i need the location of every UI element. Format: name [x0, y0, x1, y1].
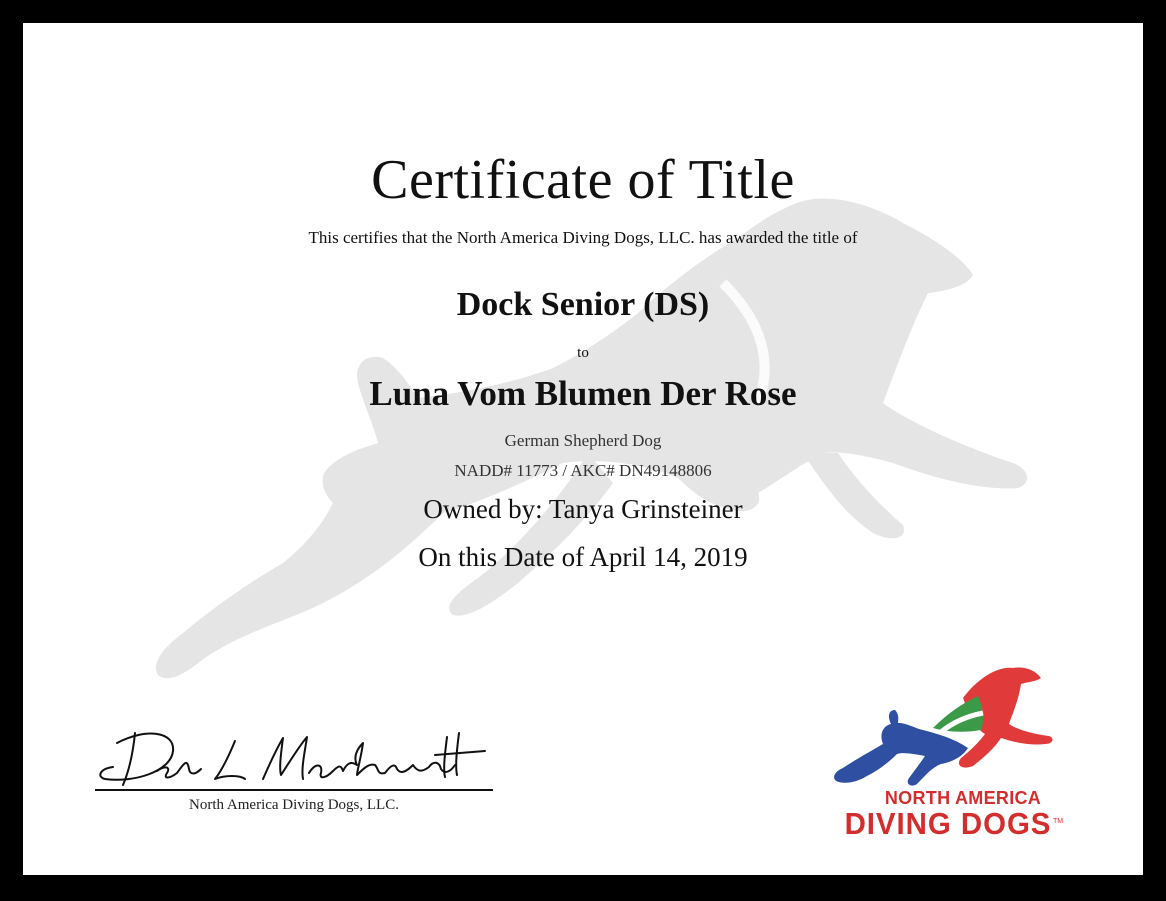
signature-image — [95, 713, 495, 793]
registration-numbers: NADD# 11773 / AKC# DN49148806 — [454, 461, 712, 480]
date-line: On this Date of April 14, 2019 — [418, 542, 748, 572]
certificate-paper — [23, 23, 1143, 875]
award-title: Dock Senior (DS) — [456, 286, 710, 323]
logo-line-2: DIVING DOGS — [844, 806, 1052, 841]
signature-organization: North America Diving Dogs, LLC. — [189, 797, 399, 813]
to-label: to — [577, 345, 589, 361]
nadd-logo — [813, 658, 1073, 843]
dog-name: Luna Vom Blumen Der Rose — [369, 374, 797, 413]
diving-dog-logo-icon — [813, 658, 1073, 793]
logo-trademark: TM — [1053, 818, 1064, 825]
owner-line: Owned by: Tanya Grinsteiner — [423, 494, 743, 524]
logo-line-1: NORTH AMERICA — [884, 788, 1042, 808]
signature-line — [95, 789, 493, 791]
certificate-intro: This certifies that the North America Diving Dogs, LLC. has awarded the title of — [308, 228, 858, 247]
dog-breed: German Shepherd Dog — [504, 431, 662, 450]
signature-block — [95, 713, 495, 813]
certificate-title: Certificate of Title — [371, 149, 795, 211]
